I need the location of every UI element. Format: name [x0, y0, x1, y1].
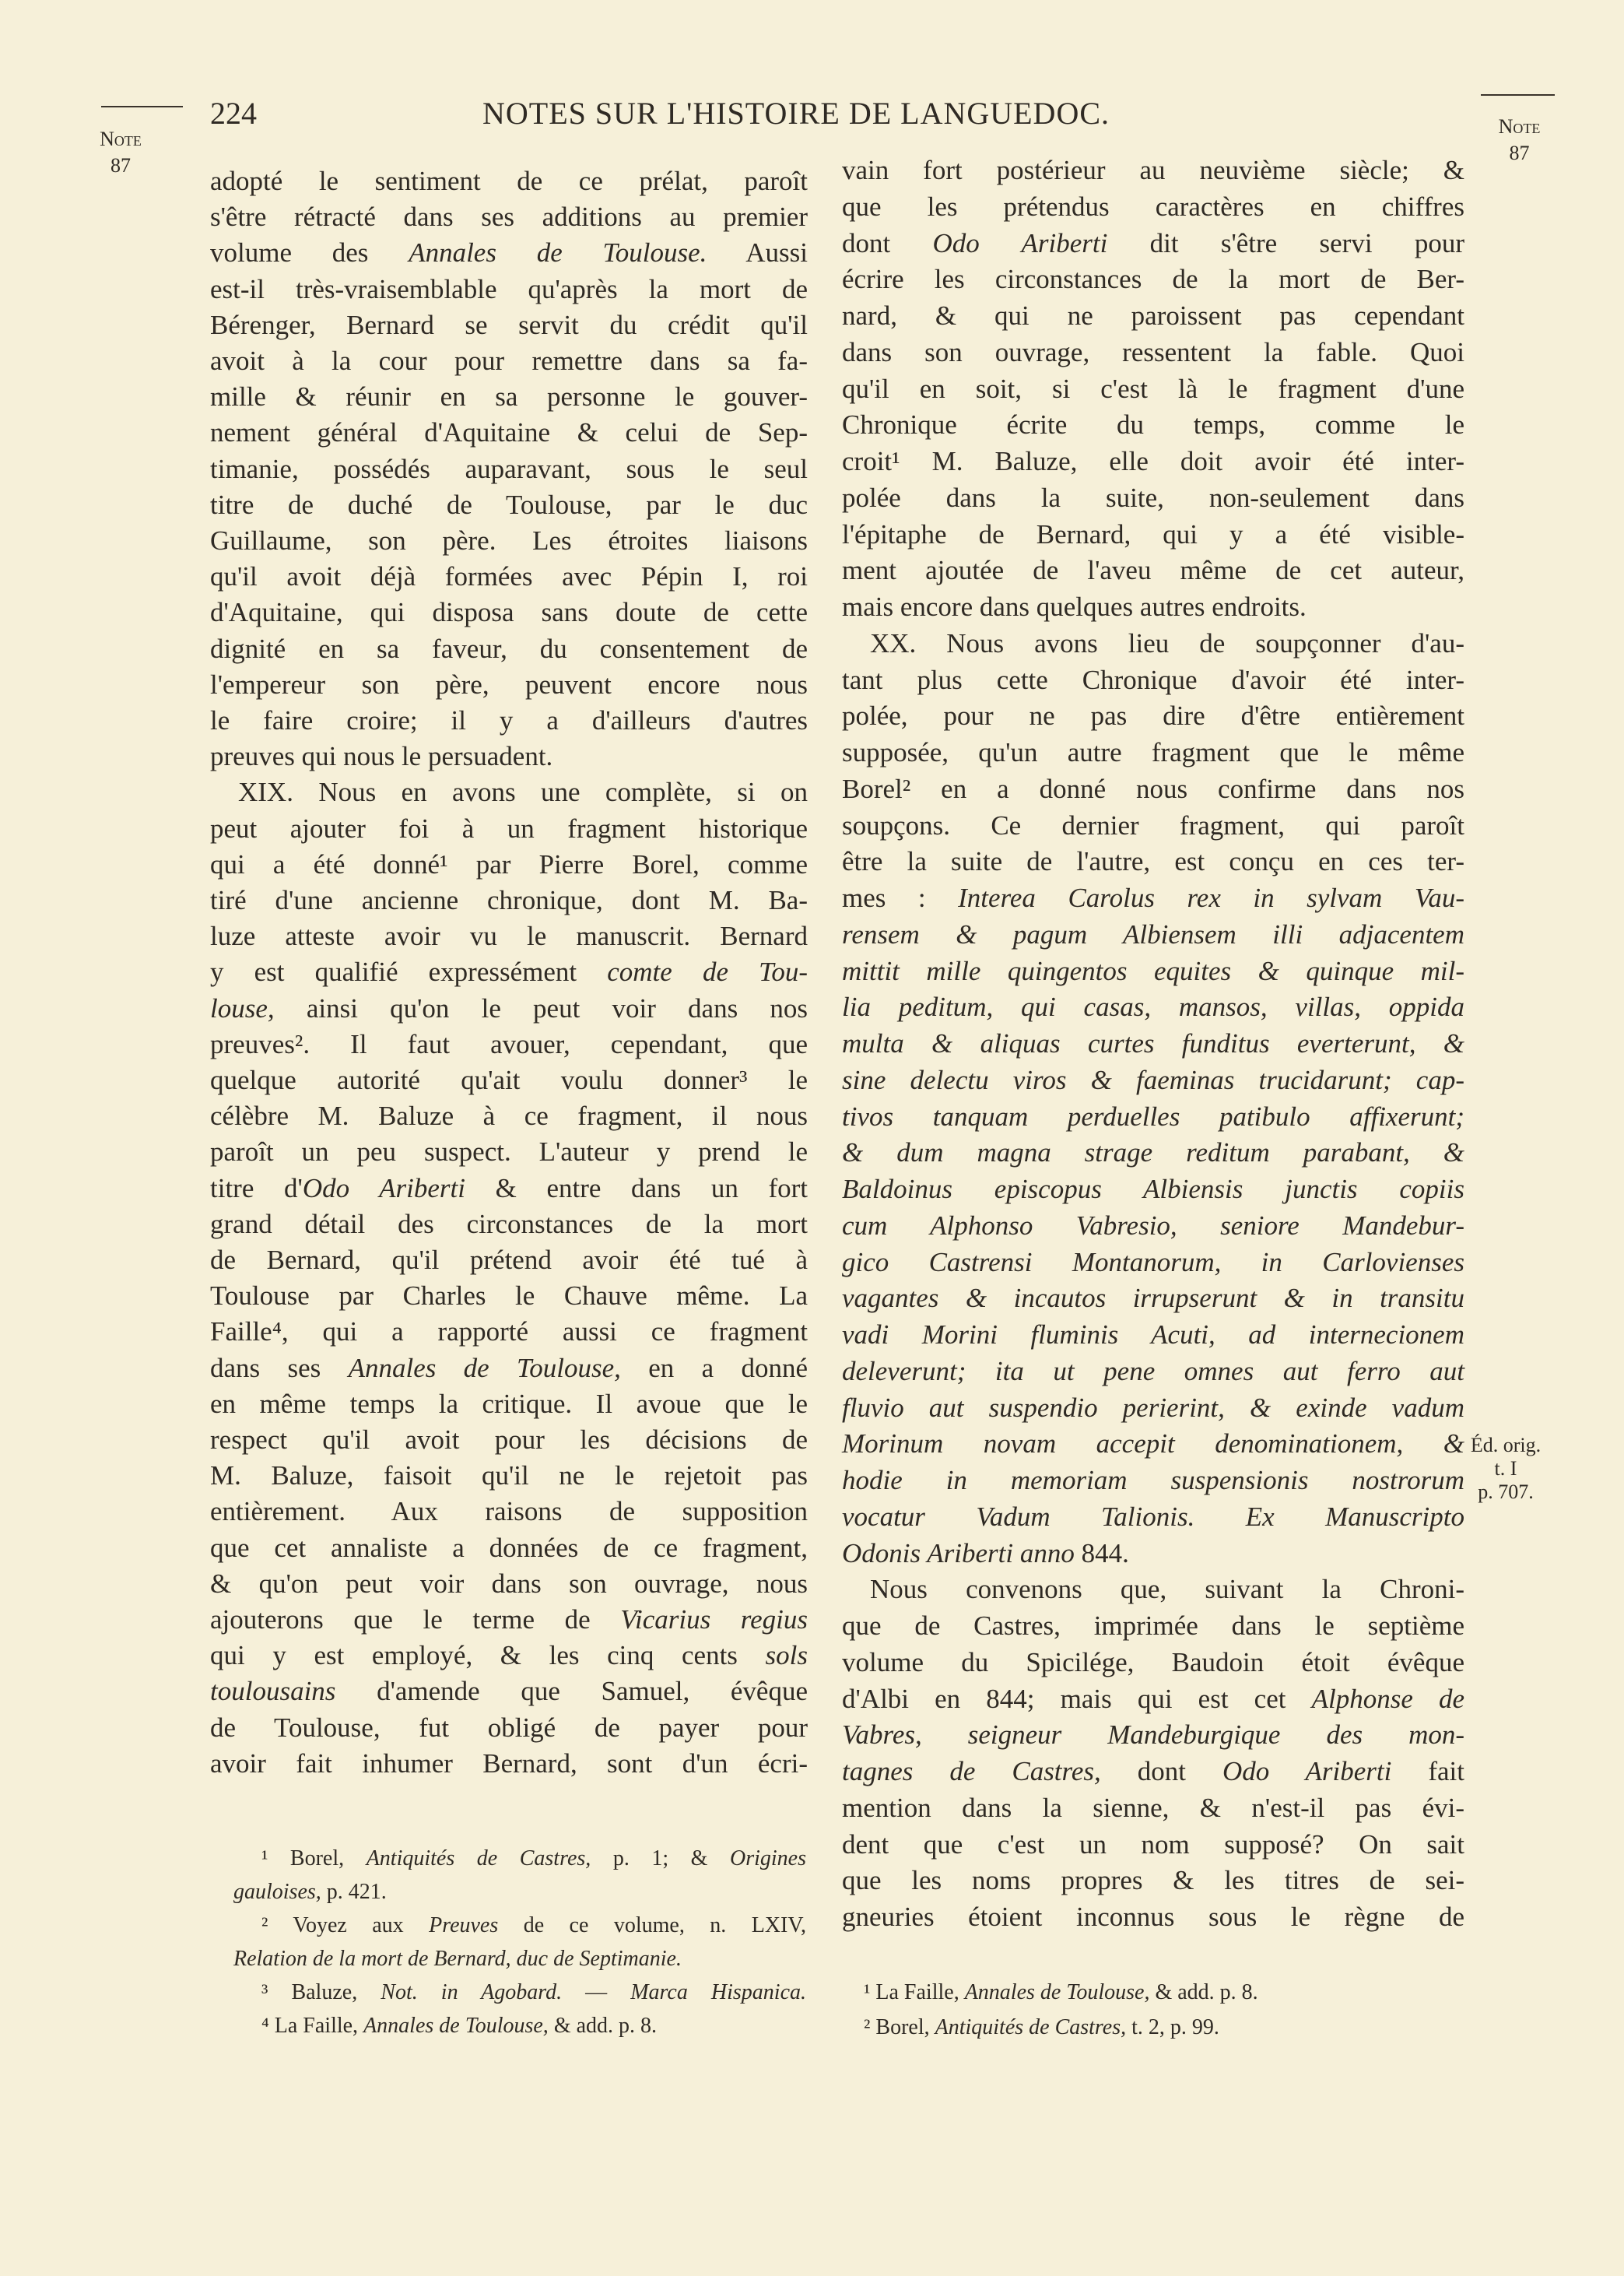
- text-line: [842, 298, 1464, 334]
- text-line: [842, 1354, 1464, 1389]
- roman-text: Aussi: [707, 237, 808, 269]
- roman-text: d'Albi en 844; mais qui est cet: [842, 1683, 1312, 1714]
- roman-text: qui a été donné¹ par Pierre Borel, comme: [210, 848, 808, 880]
- italic-text: Odonis Ariberti anno: [842, 1537, 1075, 1568]
- roman-text: 844.: [1074, 1537, 1129, 1568]
- ed-orig-tome: t. I: [1494, 1457, 1517, 1480]
- roman-text: écrire les circonstances de la mort de Ber-: [842, 264, 1464, 295]
- roman-text: mes :: [842, 883, 959, 913]
- roman-text: qui y est employé, & les cinq cents: [210, 1640, 766, 1671]
- text-line: [842, 1062, 1464, 1098]
- italic-text: Annales de Toulouse,: [348, 1352, 621, 1383]
- italic-text: hodie in memoriam suspensionis nostrorum: [842, 1465, 1464, 1495]
- italic-text: Annales de Toulouse,: [363, 2014, 549, 2038]
- text-line: [210, 918, 808, 954]
- footnote-line: [233, 2009, 806, 2042]
- text-line: [210, 1422, 808, 1458]
- italic-text: Morinum novam accepit denominationem, &: [842, 1428, 1464, 1459]
- text-line: [842, 1463, 1464, 1498]
- footnote-line: [233, 1842, 806, 1875]
- roman-text: ment ajoutée de l'aveu même de cet auteur,: [842, 555, 1464, 586]
- text-line: [842, 954, 1464, 989]
- text-line: [210, 1098, 808, 1134]
- text-line: [842, 1390, 1464, 1426]
- text-line: [842, 1790, 1464, 1826]
- text-line: [210, 272, 808, 307]
- text-line: [210, 1566, 808, 1602]
- roman-text: d'amende que Samuel, évêque: [335, 1676, 808, 1707]
- roman-text: t. 2, p. 99.: [1126, 2015, 1219, 2039]
- text-line: [842, 1499, 1464, 1535]
- text-line: [842, 1317, 1464, 1353]
- footnote-line: [233, 1875, 806, 1909]
- text-line: [842, 371, 1464, 407]
- roman-text: en a donné: [620, 1352, 808, 1383]
- italic-text: Vabres, seigneur Mandeburgique des mon-: [842, 1719, 1464, 1751]
- roman-text: p. 421.: [321, 1880, 387, 1904]
- text-line: [210, 163, 808, 199]
- roman-text: de ce volume, n. LXIV,: [498, 1913, 806, 1937]
- italic-text: cum Alphonso Vabresio, seniore Mandebur-: [842, 1210, 1464, 1241]
- text-line: [842, 1171, 1464, 1207]
- roman-text: titre d': [210, 1172, 303, 1203]
- text-line: [210, 1171, 808, 1206]
- roman-text: supposée, qu'un autre fragment que le même: [842, 737, 1464, 767]
- text-line: [842, 226, 1464, 262]
- text-line: [210, 1602, 808, 1638]
- roman-text: y est qualifié expressément: [210, 957, 608, 988]
- roman-text: le faire croire; il y a d'ailleurs d'autres: [210, 705, 808, 736]
- roman-text: ¹ Borel,: [261, 1846, 367, 1870]
- roman-text: & add. p. 8.: [1149, 1980, 1258, 2004]
- roman-text: & qu'on peut voir dans son ouvrage, nous: [210, 1568, 808, 1599]
- roman-text: paroît un peu suspect. L'auteur y prend le: [210, 1136, 808, 1168]
- italic-text: & dum magna strage reditum parabant, &: [842, 1137, 1464, 1168]
- text-line: [210, 379, 808, 415]
- text-line: [210, 595, 808, 630]
- text-line: [842, 153, 1464, 188]
- roman-text: Bérenger, Bernard se servit du crédit qu'il: [210, 309, 808, 340]
- text-line: [210, 451, 808, 487]
- italic-text: gico Castrensi Montanorum, in Carlovienses: [842, 1246, 1464, 1277]
- roman-text: ² Voyez aux: [261, 1913, 430, 1937]
- roman-text: & add. p. 8.: [548, 2014, 658, 2038]
- italic-text: vocatur Vadum Talionis. Ex Manuscripto: [842, 1501, 1464, 1532]
- roman-text: dit s'être servi pour: [1107, 227, 1464, 258]
- roman-text: timanie, possédés auparavant, sous le seul: [210, 453, 808, 484]
- roman-text: ajouterons que le terme de: [210, 1604, 621, 1635]
- italic-text: Alphonse de: [1311, 1683, 1465, 1714]
- italic-text: Odo Ariberti: [1222, 1756, 1392, 1786]
- italic-text: sine delectu viros & faeminas trucidarunt; cap-: [842, 1064, 1464, 1095]
- text-line: [210, 991, 808, 1027]
- roman-text: ² Borel,: [864, 2015, 935, 2039]
- text-line: [210, 1062, 808, 1098]
- text-line: [842, 1754, 1464, 1790]
- roman-text: fait: [1391, 1756, 1464, 1786]
- italic-text: Origines: [730, 1846, 806, 1870]
- roman-text: tant plus cette Chronique d'avoir été inter-: [842, 664, 1464, 695]
- ed-orig-label: Éd. orig.: [1470, 1434, 1542, 1456]
- italic-text: sols: [765, 1640, 808, 1671]
- italic-text: Annales de Toulouse.: [409, 237, 707, 269]
- footnote-line: [233, 1976, 806, 2009]
- roman-text: grand détail des circonstances de la mort: [210, 1208, 808, 1239]
- text-line: [842, 1099, 1464, 1135]
- roman-text: dignité en sa faveur, du consentement de: [210, 633, 808, 664]
- roman-text: que cet annaliste a données de ce fragment,: [210, 1532, 808, 1563]
- italic-text: louse,: [210, 992, 275, 1024]
- roman-text: d'Aquitaine, qui disposa sans doute de cette: [210, 597, 808, 628]
- right-margin-note: [1482, 114, 1556, 167]
- roman-text: M. Baluze, faisoit qu'il ne le rejetoit pas: [210, 1460, 808, 1491]
- roman-text: Guillaume, son père. Les étroites liaisons: [210, 525, 808, 556]
- text-line: [842, 1608, 1464, 1644]
- roman-text: est-il très-vraisemblable qu'après la mort de: [210, 273, 808, 304]
- text-line: [842, 771, 1464, 807]
- italic-text: vagantes & incautos irrupserunt & in transitu: [842, 1283, 1464, 1314]
- roman-text: qu'il avoit déjà formées avec Pépin I, roi: [210, 561, 808, 592]
- roman-text: respect qu'il avoit pour les décisions de: [210, 1424, 808, 1455]
- footnote-line: [864, 2011, 1408, 2044]
- text-line: [210, 415, 808, 451]
- footnote-line: [233, 1942, 806, 1976]
- text-line: [210, 667, 808, 703]
- italic-text: Annales de Toulouse,: [964, 1980, 1150, 2004]
- text-line: [210, 1746, 808, 1782]
- roman-text: dont: [1100, 1756, 1222, 1786]
- italic-text: Marca Hispanica.: [630, 1980, 806, 2004]
- roman-text: ¹ La Faille,: [864, 1980, 965, 2004]
- text-line: [842, 407, 1464, 443]
- roman-text: que de Castres, imprimée dans le septième: [842, 1610, 1464, 1641]
- roman-text: XX. Nous avons lieu de soupçonner d'au-: [870, 627, 1464, 659]
- text-line: [210, 1386, 808, 1422]
- roman-text: p. 1; &: [591, 1846, 730, 1870]
- text-line: [842, 480, 1464, 516]
- text-line: [842, 1717, 1464, 1753]
- text-line: [842, 1572, 1464, 1607]
- text-line: [842, 335, 1464, 371]
- roman-text: soupçons. Ce dernier fragment, qui paroît: [842, 810, 1464, 841]
- text-line: [842, 844, 1464, 880]
- italic-text: Baldoinus episcopus Albiensis junctis copiis: [842, 1174, 1464, 1204]
- roman-text: Borel² en a donné nous confirme dans nos: [842, 773, 1464, 804]
- roman-text: & entre dans un fort: [465, 1172, 808, 1203]
- roman-text: s'être rétracté dans ses additions au premier: [210, 202, 808, 233]
- italic-text: deleverunt; ita ut pene omnes aut ferro aut: [842, 1355, 1464, 1386]
- roman-text: de Toulouse, fut obligé de payer pour: [210, 1712, 808, 1743]
- roman-text: l'empereur son père, peuvent encore nous: [210, 669, 808, 700]
- text-line: [842, 626, 1464, 662]
- note-label: Note: [1498, 115, 1541, 138]
- text-line: [210, 739, 808, 774]
- roman-text: célèbre M. Baluze à ce fragment, il nous: [210, 1101, 808, 1132]
- text-line: [210, 523, 808, 559]
- text-line: [842, 1536, 1464, 1572]
- italic-text: comte de Tou-: [607, 957, 808, 988]
- note-number: 87: [110, 154, 131, 177]
- roman-text: nement général d'Aquitaine & celui de Sep-: [210, 417, 808, 448]
- roman-text: croit¹ M. Baluze, elle doit avoir été inter-: [842, 446, 1464, 476]
- text-line: [210, 883, 808, 918]
- roman-text: être la suite de l'autre, est conçu en ces ter-: [842, 846, 1464, 877]
- text-line: [210, 1278, 808, 1314]
- italic-text: vadi Morini fluminis Acuti, ad internecionem: [842, 1319, 1464, 1350]
- text-line: [842, 262, 1464, 297]
- page-number: 224: [210, 96, 257, 131]
- roman-text: preuves². Il faut avouer, cependant, que: [210, 1028, 808, 1059]
- roman-text: Toulouse par Charles le Chauve même. La: [210, 1280, 808, 1312]
- roman-text: mais encore dans quelques autres endroits.: [842, 592, 1307, 622]
- text-line: [210, 1674, 808, 1709]
- text-line: [210, 559, 808, 595]
- italic-text: Relation de la mort de Bernard, duc de Septimanie.: [233, 1947, 682, 1971]
- text-line: [210, 1242, 808, 1278]
- text-line: [842, 735, 1464, 771]
- roman-text: l'épitaphe de Bernard, qui y a été visible-: [842, 518, 1464, 550]
- italic-text: Odo Ariberti: [932, 227, 1108, 258]
- roman-text: gneuries étoient inconnus sous le règne de: [842, 1902, 1464, 1932]
- text-line: [842, 189, 1464, 225]
- italic-text: mittit mille quingentos equites & quinque mil-: [842, 955, 1464, 986]
- text-line: [842, 1681, 1464, 1717]
- roman-text: que les noms propres & les titres de sei-: [842, 1865, 1464, 1896]
- text-line: [210, 235, 808, 271]
- left-margin-rule: [101, 106, 183, 107]
- roman-text: preuves qui nous le persuadent.: [210, 741, 553, 772]
- right-margin-rule: [1481, 94, 1555, 96]
- roman-text: en même temps la critique. Il avoue que le: [210, 1388, 808, 1419]
- text-line: [842, 1899, 1464, 1935]
- roman-text: ainsi qu'on le peut voir dans nos: [274, 992, 808, 1024]
- roman-text: qu'il en soit, si c'est là le fragment d'une: [842, 373, 1464, 404]
- roman-text: volume des: [210, 237, 409, 269]
- roman-text: peut ajouter foi à un fragment historique: [210, 813, 808, 844]
- text-line: [842, 1863, 1464, 1898]
- text-line: [842, 989, 1464, 1025]
- roman-text: —: [562, 1980, 631, 2004]
- text-line: [210, 343, 808, 379]
- roman-text: que les prétendus caractères en chiffres: [842, 191, 1464, 222]
- text-line: [210, 307, 808, 343]
- text-line: [210, 1638, 808, 1674]
- roman-text: vain fort postérieur au neuvième siècle; &: [842, 155, 1464, 185]
- text-line: [842, 808, 1464, 844]
- text-line: [210, 954, 808, 990]
- roman-text: avoit à la cour pour remettre dans sa fa-: [210, 346, 808, 376]
- text-line: [210, 1710, 808, 1746]
- roman-text: XIX. Nous en avons une complète, si on: [238, 777, 808, 808]
- text-line: [842, 662, 1464, 698]
- roman-text: polée dans la suite, non-seulement dans: [842, 482, 1464, 513]
- text-line: [842, 444, 1464, 479]
- roman-text: mille & réunir en sa personne le gouver-: [210, 381, 808, 413]
- text-line: [210, 487, 808, 523]
- roman-text: titre de duché de Toulouse, par le duc: [210, 489, 808, 520]
- text-line: [842, 1245, 1464, 1280]
- text-line: [842, 1280, 1464, 1316]
- footnote-line: [864, 1976, 1408, 2009]
- text-line: [210, 1134, 808, 1170]
- text-line: [210, 811, 808, 847]
- italic-text: tivos tanquam perduelles patibulo affixerunt;: [842, 1101, 1464, 1132]
- roman-text: avoir fait inhumer Bernard, sont d'un écri-: [210, 1747, 808, 1779]
- roman-text: Faille⁴, qui a rapporté aussi ce fragment: [210, 1316, 808, 1347]
- ed-orig-page: p. 707.: [1478, 1480, 1534, 1503]
- text-line: [842, 880, 1464, 916]
- text-line: [210, 1530, 808, 1566]
- roman-text: tiré d'une ancienne chronique, dont M. Ba-: [210, 885, 808, 915]
- text-line: [842, 1645, 1464, 1681]
- roman-text: dans son ouvrage, ressentent la fable. Quoi: [842, 336, 1464, 367]
- italic-text: lia peditum, qui casas, mansos, villas, oppida: [842, 992, 1464, 1023]
- note-label: Note: [100, 128, 142, 150]
- text-line: [842, 917, 1464, 953]
- roman-text: dans ses: [210, 1352, 349, 1383]
- roman-text: nard, & qui ne paroissent pas cependant: [842, 300, 1464, 331]
- roman-text: dont: [842, 227, 933, 258]
- text-line: [842, 1135, 1464, 1171]
- text-line: [210, 199, 808, 235]
- text-line: [210, 1350, 808, 1386]
- roman-text: ⁴ La Faille,: [261, 2014, 364, 2038]
- text-line: [842, 553, 1464, 588]
- italic-text: Odo Ariberti: [302, 1172, 465, 1203]
- text-line: [210, 847, 808, 883]
- italic-text: tagnes de Castres,: [842, 1756, 1101, 1786]
- text-line: [210, 631, 808, 667]
- roman-text: luze atteste avoir vu le manuscrit. Bernard: [210, 921, 808, 952]
- italic-text: gauloises,: [233, 1880, 321, 1904]
- roman-text: ³ Baluze,: [261, 1980, 381, 2004]
- footnote-line: [233, 1909, 806, 1942]
- text-line: [842, 1026, 1464, 1062]
- text-line: [210, 1314, 808, 1350]
- text-line: [842, 589, 1464, 625]
- italic-text: rensem & pagum Albiensem illi adjacentem: [842, 918, 1464, 950]
- text-line: [842, 517, 1464, 553]
- italic-text: Interea Carolus rex in sylvam Vau-: [958, 883, 1464, 913]
- text-line: [210, 703, 808, 739]
- roman-text: dent que c'est un nom supposé? On sait: [842, 1828, 1464, 1860]
- text-line: [210, 1494, 808, 1530]
- italic-text: Vicarius regius: [620, 1604, 808, 1635]
- italic-text: Not. in Agobard.: [381, 1980, 563, 2004]
- text-line: [210, 1458, 808, 1494]
- text-line: [842, 1208, 1464, 1244]
- text-line: [210, 1027, 808, 1062]
- roman-text: polée, pour ne pas dire d'être entièrement: [842, 701, 1464, 732]
- italic-text: fluvio aut suspendio perierint, & exinde vadum: [842, 1392, 1464, 1423]
- roman-text: adopté le sentiment de ce prélat, paroît: [210, 166, 808, 196]
- roman-text: quelque autorité qu'ait voulu donner³ le: [210, 1065, 808, 1095]
- italic-text: Preuves: [429, 1913, 499, 1937]
- italic-text: Antiquités de Castres,: [366, 1846, 591, 1870]
- italic-text: multa & aliquas curtes funditus everterunt, &: [842, 1028, 1464, 1059]
- roman-text: volume du Spicilége, Baudoin étoit évêque: [842, 1646, 1464, 1677]
- italic-text: toulousains: [210, 1676, 336, 1707]
- text-line: [842, 1426, 1464, 1462]
- text-line: [210, 1206, 808, 1242]
- note-number: 87: [1509, 142, 1530, 164]
- original-edition-marker: [1463, 1434, 1549, 1504]
- roman-text: Nous convenons que, suivant la Chroni-: [870, 1574, 1464, 1605]
- roman-text: Chronique écrite du temps, comme le: [842, 409, 1464, 441]
- left-margin-note: [78, 126, 163, 179]
- text-line: [210, 774, 808, 810]
- roman-text: mention dans la sienne, & n'est-il pas évi-: [842, 1792, 1464, 1823]
- text-line: [842, 698, 1464, 734]
- italic-text: Antiquités de Castres,: [935, 2015, 1127, 2039]
- roman-text: de Bernard, qu'il prétend avoir été tué à: [210, 1245, 808, 1275]
- text-line: [842, 1827, 1464, 1863]
- running-title: NOTES SUR L'HISTOIRE DE LANGUEDOC.: [482, 96, 1110, 131]
- roman-text: entièrement. Aux raisons de supposition: [210, 1496, 808, 1527]
